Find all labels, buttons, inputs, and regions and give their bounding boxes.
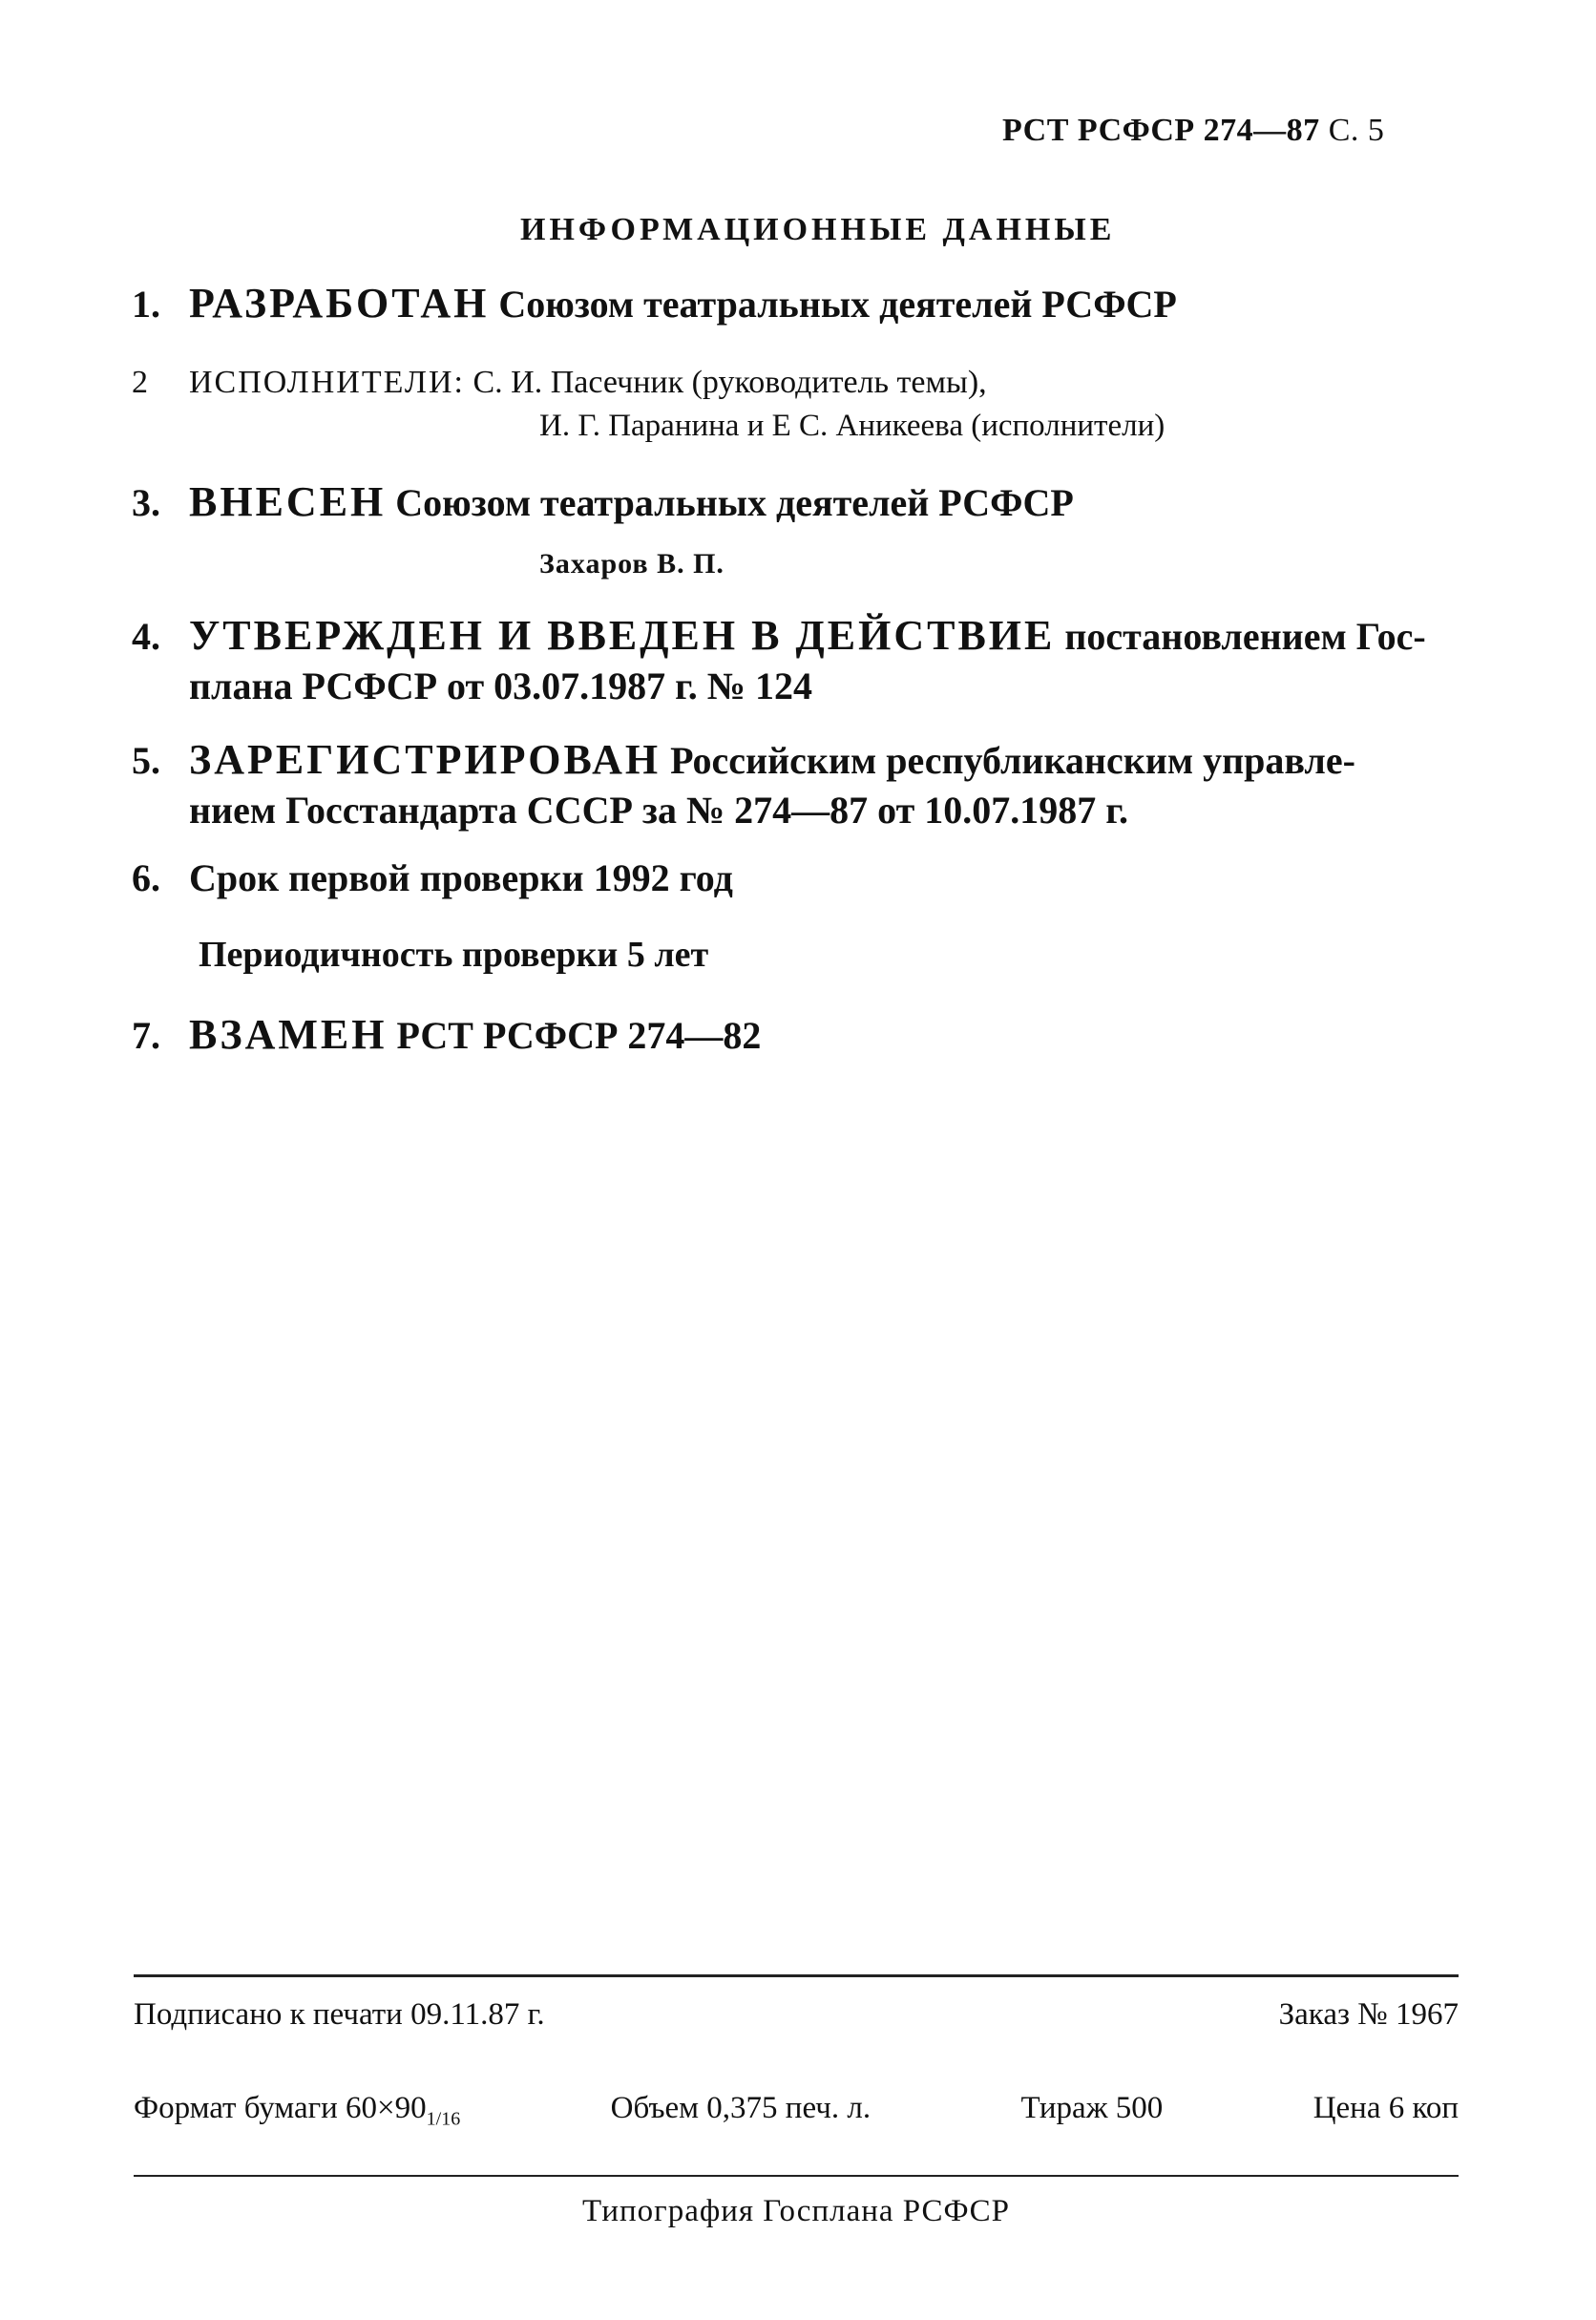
signed-to-print: Подписано к печати 09.11.87 г. bbox=[134, 1997, 545, 2032]
info-item-3-continuation: Захаров В. П. bbox=[539, 548, 724, 580]
info-item-6 bbox=[132, 854, 733, 903]
item-number: 2 bbox=[132, 365, 148, 400]
volume: Объем 0,375 печ. л. bbox=[610, 2091, 872, 2125]
info-item-3 bbox=[132, 477, 1074, 528]
imprint-row-1 bbox=[134, 1997, 1459, 2033]
standard-code: РСТ РСФСР 274—87 bbox=[1002, 113, 1320, 148]
item-number: 4. bbox=[132, 615, 160, 658]
item-number: 3. bbox=[132, 481, 160, 524]
info-item-2 bbox=[132, 358, 987, 408]
item-lead: ВЗАМЕН bbox=[189, 1011, 388, 1058]
info-item-5 bbox=[132, 735, 1459, 835]
info-item-6-continuation: Периодичность проверки 5 лет bbox=[199, 935, 709, 975]
item-lead: ВНЕСЕН bbox=[189, 478, 387, 525]
item-lead: ЗАРЕГИСТРИРОВАН bbox=[189, 736, 662, 783]
item-text: С. И. Пасечник (руководитель темы), bbox=[472, 365, 987, 400]
paper-format: Формат бумаги $60\times 90_{1/16}$ bbox=[134, 2091, 461, 2130]
item-text-continuation: плана РСФСР от 03.07.1987 г. № 124 bbox=[189, 664, 812, 707]
item-lead: ИСПОЛНИТЕЛИ: bbox=[189, 365, 465, 400]
item-number: 5. bbox=[132, 739, 160, 782]
printing-house: Типография Госплана РСФСР bbox=[582, 2194, 1010, 2228]
footer-top-rule bbox=[134, 1974, 1459, 1977]
item-text: Срок первой проверки 1992 год bbox=[189, 856, 733, 899]
footer-bottom-rule bbox=[134, 2175, 1459, 2177]
section-title: ИНФОРМАЦИОННЫЕ ДАННЫЕ bbox=[520, 212, 1116, 247]
info-item-4 bbox=[132, 611, 1459, 711]
item-text: Российским республиканским управле- bbox=[670, 739, 1355, 782]
item-text: РСТ РСФСР 274—82 bbox=[396, 1014, 762, 1057]
item-text: Союзом театральных деятелей РСФСР bbox=[395, 481, 1074, 524]
price: Цена 6 коп bbox=[1312, 2091, 1459, 2125]
item-number: 6. bbox=[132, 856, 160, 899]
item-number: 7. bbox=[132, 1014, 160, 1057]
item-text: Союзом театральных деятелей РСФСР bbox=[498, 283, 1177, 326]
page-number: С. 5 bbox=[1328, 113, 1385, 148]
item-lead: УТВЕРЖДЕН И ВВЕДЕН В ДЕЙСТВИЕ bbox=[189, 612, 1056, 659]
info-item-1 bbox=[132, 279, 1177, 329]
item-text: постановлением Гос- bbox=[1064, 615, 1426, 658]
info-item-7 bbox=[132, 1010, 761, 1061]
order-number: Заказ № 1967 bbox=[1278, 1997, 1459, 2032]
circulation: Тираж 500 bbox=[1020, 2091, 1164, 2125]
page-header bbox=[1002, 113, 1384, 149]
imprint-row-2 bbox=[134, 2091, 1459, 2131]
format-fraction: 1/16 bbox=[426, 2108, 461, 2130]
info-item-2-continuation: И. Г. Паранина и Е С. Аникеева (исполнители) bbox=[539, 409, 1166, 443]
item-number: 1. bbox=[132, 283, 160, 326]
item-text-continuation: нием Госстандарта СССР за № 274—87 от 10.07.1987 г. bbox=[189, 789, 1128, 832]
item-lead: РАЗРАБОТАН bbox=[189, 280, 490, 327]
